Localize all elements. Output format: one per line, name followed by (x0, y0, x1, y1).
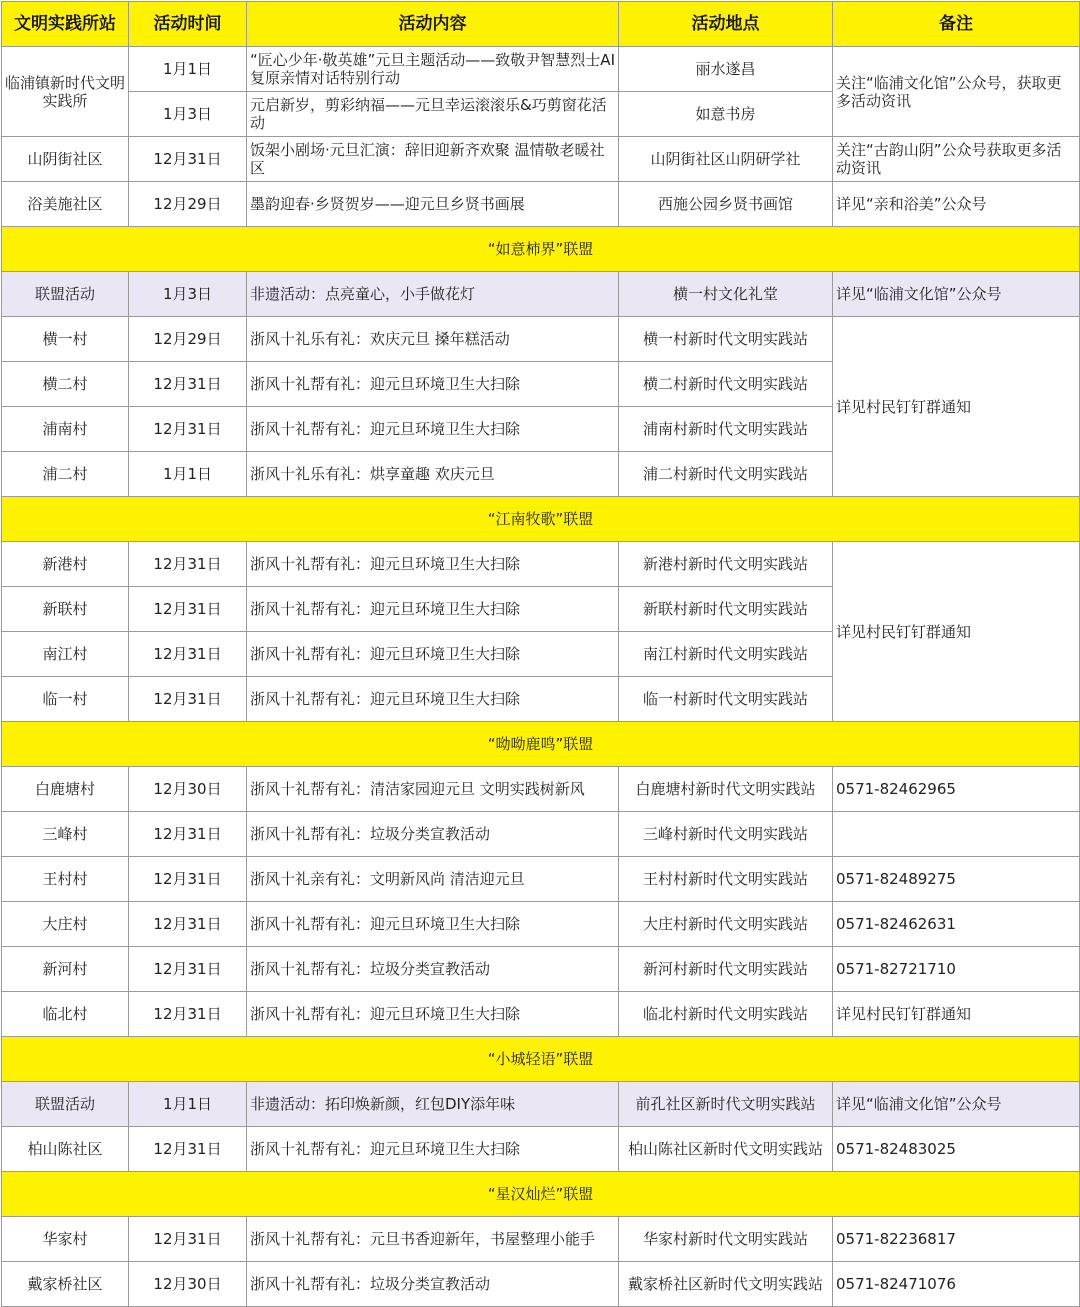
cell-location: 山阴街社区山阴研学社 (619, 137, 833, 182)
cell-station: 横二村 (2, 362, 129, 407)
cell-note: 详见“临浦文化馆”公众号 (833, 272, 1080, 317)
cell-date: 12月30日 (129, 1262, 247, 1307)
header-content: 活动内容 (247, 2, 619, 47)
cell-note: 关注“古韵山阴”公众号获取更多活动资讯 (833, 137, 1080, 182)
league-row (2, 272, 1080, 317)
cell-location: 白鹿塘村新时代文明实践站 (619, 767, 833, 812)
cell-date: 12月31日 (129, 587, 247, 632)
header-station: 文明实践所站 (2, 2, 129, 47)
table-row (2, 992, 1080, 1037)
section-title: “江南牧歌”联盟 (2, 497, 1080, 542)
cell-location: 丽水遂昌 (619, 47, 833, 92)
cell-location: 浦南村新时代文明实践站 (619, 407, 833, 452)
cell-content: 浙风十礼帮有礼：迎元旦环境卫生大扫除 (247, 632, 619, 677)
cell-location: 临一村新时代文明实践站 (619, 677, 833, 722)
cell-station: 华家村 (2, 1217, 129, 1262)
cell-note: 详见村民钉钉群通知 (833, 317, 1080, 497)
cell-note: 0571-82462631 (833, 902, 1080, 947)
cell-note: 0571-82721710 (833, 947, 1080, 992)
cell-date: 12月31日 (129, 1127, 247, 1172)
cell-location: 新河村新时代文明实践站 (619, 947, 833, 992)
cell-content: 元启新岁，剪彩纳福——元旦幸运滚滚乐&巧剪窗花活动 (247, 92, 619, 137)
table-row (2, 947, 1080, 992)
cell-location: 新联村新时代文明实践站 (619, 587, 833, 632)
cell-note: 0571-82236817 (833, 1217, 1080, 1262)
cell-date: 12月31日 (129, 947, 247, 992)
cell-station: 新联村 (2, 587, 129, 632)
cell-content: 浙风十礼帮有礼：迎元旦环境卫生大扫除 (247, 1127, 619, 1172)
cell-date: 1月1日 (129, 1082, 247, 1127)
cell-note: 0571-82489275 (833, 857, 1080, 902)
cell-station: 新河村 (2, 947, 129, 992)
table-row (2, 1217, 1080, 1262)
table-row (2, 857, 1080, 902)
cell-content: 浙风十礼亲有礼：文明新风尚 清洁迎元旦 (247, 857, 619, 902)
table-row (2, 902, 1080, 947)
cell-content: 浙风十礼帮有礼：迎元旦环境卫生大扫除 (247, 992, 619, 1037)
cell-content: 浙风十礼乐有礼：烘享童趣 欢庆元旦 (247, 452, 619, 497)
section-title: “如意柿界”联盟 (2, 227, 1080, 272)
section-band-xiaocheng (2, 1037, 1080, 1082)
cell-location: 王村村新时代文明实践站 (619, 857, 833, 902)
cell-station: 南江村 (2, 632, 129, 677)
cell-location: 横一村新时代文明实践站 (619, 317, 833, 362)
cell-location: 前孔社区新时代文明实践站 (619, 1082, 833, 1127)
cell-station: 山阴街社区 (2, 137, 129, 182)
cell-station: 联盟活动 (2, 1082, 129, 1127)
cell-date: 12月29日 (129, 317, 247, 362)
cell-date: 12月31日 (129, 407, 247, 452)
header-note: 备注 (833, 2, 1080, 47)
cell-content: 浙风十礼帮有礼：垃圾分类宣教活动 (247, 812, 619, 857)
cell-note (833, 812, 1080, 857)
table-row (2, 317, 1080, 362)
cell-date: 12月30日 (129, 767, 247, 812)
table-row (2, 182, 1080, 227)
section-band-ruyi (2, 227, 1080, 272)
cell-date: 12月29日 (129, 182, 247, 227)
cell-station: 白鹿塘村 (2, 767, 129, 812)
cell-date: 12月31日 (129, 812, 247, 857)
cell-station: 戴家桥社区 (2, 1262, 129, 1307)
section-band-jiangnan (2, 497, 1080, 542)
cell-content: 浙风十礼帮有礼：迎元旦环境卫生大扫除 (247, 677, 619, 722)
table-row (2, 812, 1080, 857)
league-row (2, 1082, 1080, 1127)
cell-note: 0571-82483025 (833, 1127, 1080, 1172)
cell-station: 临浦镇新时代文明实践所 (2, 47, 129, 137)
cell-location: 临北村新时代文明实践站 (619, 992, 833, 1037)
cell-station: 大庄村 (2, 902, 129, 947)
cell-location: 戴家桥社区新时代文明实践站 (619, 1262, 833, 1307)
cell-content: 浙风十礼帮有礼：垃圾分类宣教活动 (247, 947, 619, 992)
table-row (2, 1127, 1080, 1172)
cell-date: 1月3日 (129, 92, 247, 137)
cell-station: 临一村 (2, 677, 129, 722)
cell-content: 浙风十礼帮有礼：垃圾分类宣教活动 (247, 1262, 619, 1307)
cell-location: 新港村新时代文明实践站 (619, 542, 833, 587)
table-row (2, 47, 1080, 92)
cell-content: 浙风十礼帮有礼：迎元旦环境卫生大扫除 (247, 587, 619, 632)
cell-station: 三峰村 (2, 812, 129, 857)
cell-note: 0571-82462965 (833, 767, 1080, 812)
cell-note: 详见“亲和浴美”公众号 (833, 182, 1080, 227)
table-row (2, 767, 1080, 812)
cell-date: 12月31日 (129, 542, 247, 587)
cell-station: 联盟活动 (2, 272, 129, 317)
cell-note: 详见“临浦文化馆”公众号 (833, 1082, 1080, 1127)
cell-station: 浦二村 (2, 452, 129, 497)
section-title: “星汉灿烂”联盟 (2, 1172, 1080, 1217)
cell-location: 华家村新时代文明实践站 (619, 1217, 833, 1262)
cell-content: 浙风十礼帮有礼：清洁家园迎元旦 文明实践树新风 (247, 767, 619, 812)
cell-date: 12月31日 (129, 857, 247, 902)
table-header-row (2, 2, 1080, 47)
cell-location: 南江村新时代文明实践站 (619, 632, 833, 677)
cell-content: 浙风十礼帮有礼：迎元旦环境卫生大扫除 (247, 407, 619, 452)
table-row (2, 542, 1080, 587)
cell-location: 横二村新时代文明实践站 (619, 362, 833, 407)
cell-content: 非遗活动：拓印焕新颜，红包DIY添年味 (247, 1082, 619, 1127)
cell-content: 非遗活动：点亮童心，小手做花灯 (247, 272, 619, 317)
cell-location: 横一村文化礼堂 (619, 272, 833, 317)
cell-station: 新港村 (2, 542, 129, 587)
cell-date: 12月31日 (129, 992, 247, 1037)
cell-content: 浙风十礼帮有礼：迎元旦环境卫生大扫除 (247, 362, 619, 407)
cell-station: 柏山陈社区 (2, 1127, 129, 1172)
header-location: 活动地点 (619, 2, 833, 47)
cell-date: 12月31日 (129, 902, 247, 947)
cell-date: 12月31日 (129, 137, 247, 182)
cell-location: 大庄村新时代文明实践站 (619, 902, 833, 947)
section-title: “呦呦鹿鸣”联盟 (2, 722, 1080, 767)
activity-table (1, 1, 1080, 1307)
cell-note: 关注“临浦文化馆”公众号，获取更多活动资讯 (833, 47, 1080, 137)
cell-location: 三峰村新时代文明实践站 (619, 812, 833, 857)
cell-location: 柏山陈社区新时代文明实践站 (619, 1127, 833, 1172)
cell-content: 浙风十礼帮有礼：元旦书香迎新年，书屋整理小能手 (247, 1217, 619, 1262)
cell-station: 横一村 (2, 317, 129, 362)
cell-note: 详见村民钉钉群通知 (833, 992, 1080, 1037)
cell-station: 浦南村 (2, 407, 129, 452)
cell-content: 墨韵迎春·乡贤贺岁——迎元旦乡贤书画展 (247, 182, 619, 227)
cell-content: 浙风十礼帮有礼：迎元旦环境卫生大扫除 (247, 902, 619, 947)
cell-station: 浴美施社区 (2, 182, 129, 227)
cell-date: 1月3日 (129, 272, 247, 317)
cell-location: 浦二村新时代文明实践站 (619, 452, 833, 497)
cell-date: 12月31日 (129, 677, 247, 722)
cell-station: 临北村 (2, 992, 129, 1037)
section-title: “小城轻语”联盟 (2, 1037, 1080, 1082)
cell-location: 如意书房 (619, 92, 833, 137)
cell-note: 0571-82471076 (833, 1262, 1080, 1307)
cell-content: “匠心少年·敬英雄”元旦主题活动——致敬尹智慧烈士AI复原亲情对话特别行动 (247, 47, 619, 92)
cell-location: 西施公园乡贤书画馆 (619, 182, 833, 227)
section-band-xinghan (2, 1172, 1080, 1217)
cell-content: 饭架小剧场·元旦汇演：辞旧迎新齐欢聚 温情敬老暖社区 (247, 137, 619, 182)
cell-date: 12月31日 (129, 362, 247, 407)
section-band-youyou (2, 722, 1080, 767)
table-row (2, 1262, 1080, 1307)
cell-content: 浙风十礼乐有礼：欢庆元旦 搡年糕活动 (247, 317, 619, 362)
cell-station: 王村村 (2, 857, 129, 902)
table-row (2, 137, 1080, 182)
cell-date: 1月1日 (129, 47, 247, 92)
cell-date: 12月31日 (129, 1217, 247, 1262)
cell-content: 浙风十礼帮有礼：迎元旦环境卫生大扫除 (247, 542, 619, 587)
cell-date: 1月1日 (129, 452, 247, 497)
cell-date: 12月31日 (129, 632, 247, 677)
cell-note: 详见村民钉钉群通知 (833, 542, 1080, 722)
header-date: 活动时间 (129, 2, 247, 47)
